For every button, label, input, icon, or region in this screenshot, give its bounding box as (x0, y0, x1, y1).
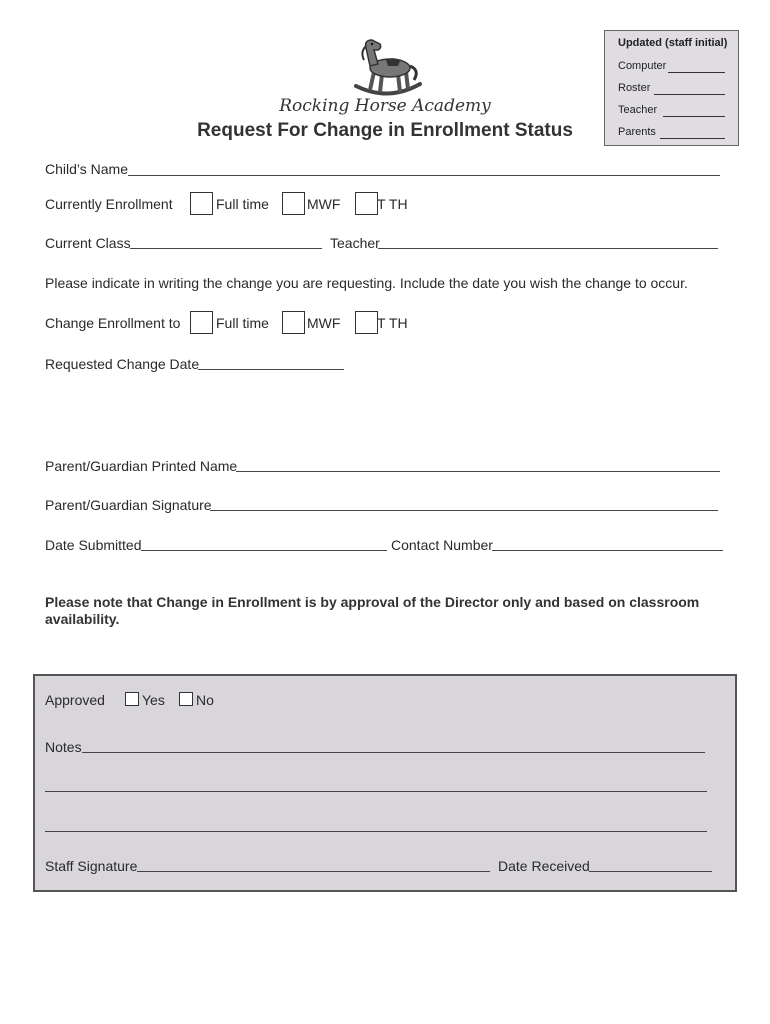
approved-no-checkbox[interactable] (179, 692, 193, 706)
roster-initial-field[interactable] (654, 94, 725, 95)
parents-initial-field[interactable] (660, 138, 725, 139)
instruction-text: Please indicate in writing the change you are requesting. Include the date you wish the change to occur. (45, 275, 688, 291)
date-received-field[interactable] (589, 871, 712, 872)
staff-row-computer: Computer (618, 60, 667, 72)
staff-row-teacher: Teacher (618, 104, 658, 116)
current-mwf-label: MWF (307, 196, 341, 212)
parent-signature-label: Parent/Guardian Signature (45, 497, 212, 513)
notes-label: Notes (45, 739, 82, 755)
change-mwf-label: MWF (307, 315, 341, 331)
staff-signature-label: Staff Signature (45, 858, 138, 874)
contact-number-field[interactable] (492, 550, 723, 551)
change-mwf-checkbox[interactable] (282, 311, 305, 334)
currently-enrollment-label: Currently Enrollment (45, 196, 173, 212)
date-submitted-field[interactable] (141, 550, 387, 551)
date-submitted-label: Date Submitted (45, 537, 142, 553)
staff-row-parents: Parents (618, 126, 656, 138)
computer-initial-field[interactable] (668, 72, 725, 73)
current-class-label: Current Class (45, 235, 131, 251)
date-received-label: Date Received (498, 858, 590, 874)
academy-name: Rocking Horse Academy (279, 96, 491, 116)
current-class-field[interactable] (130, 248, 322, 249)
staff-signature-field[interactable] (137, 871, 490, 872)
rocking-horse-icon (352, 36, 424, 102)
approved-no-label: No (196, 692, 214, 708)
teacher-label: Teacher (330, 235, 380, 251)
approved-yes-checkbox[interactable] (125, 692, 139, 706)
childs-name-field[interactable] (128, 175, 720, 176)
notes-field-line-2[interactable] (45, 791, 707, 792)
change-fulltime-checkbox[interactable] (190, 311, 213, 334)
current-fulltime-checkbox[interactable] (190, 192, 213, 215)
parent-signature-field[interactable] (210, 510, 718, 511)
staff-row-roster: Roster (618, 82, 651, 94)
director-approval-note: Please note that Change in Enrollment is by approval of the Director only and based on classroom availability. (45, 594, 700, 627)
contact-number-label: Contact Number (391, 537, 493, 553)
childs-name-label: Child’s Name (45, 161, 128, 177)
change-fulltime-label: Full time (216, 315, 269, 331)
current-tth-checkbox[interactable] (355, 192, 378, 215)
requested-change-date-label: Requested Change Date (45, 356, 200, 372)
teacher-initial-field[interactable] (663, 116, 725, 117)
teacher-field[interactable] (378, 248, 718, 249)
change-tth-label: T TH (377, 315, 408, 331)
change-tth-checkbox[interactable] (355, 311, 378, 334)
current-mwf-checkbox[interactable] (282, 192, 305, 215)
change-enrollment-label: Change Enrollment to (45, 315, 181, 331)
office-use-box (33, 674, 737, 892)
notes-field-line-3[interactable] (45, 831, 707, 832)
current-fulltime-label: Full time (216, 196, 269, 212)
approved-yes-label: Yes (142, 692, 165, 708)
parent-printed-name-label: Parent/Guardian Printed Name (45, 458, 238, 474)
staff-update-box (604, 30, 739, 146)
staff-box-heading: Updated (staff initial) (618, 37, 728, 49)
parent-printed-name-field[interactable] (236, 471, 720, 472)
page-title: Request For Change in Enrollment Status (197, 120, 573, 141)
approved-label: Approved (45, 692, 105, 708)
notes-field-line-1[interactable] (82, 752, 705, 753)
requested-change-date-field[interactable] (198, 369, 344, 370)
current-tth-label: T TH (377, 196, 408, 212)
